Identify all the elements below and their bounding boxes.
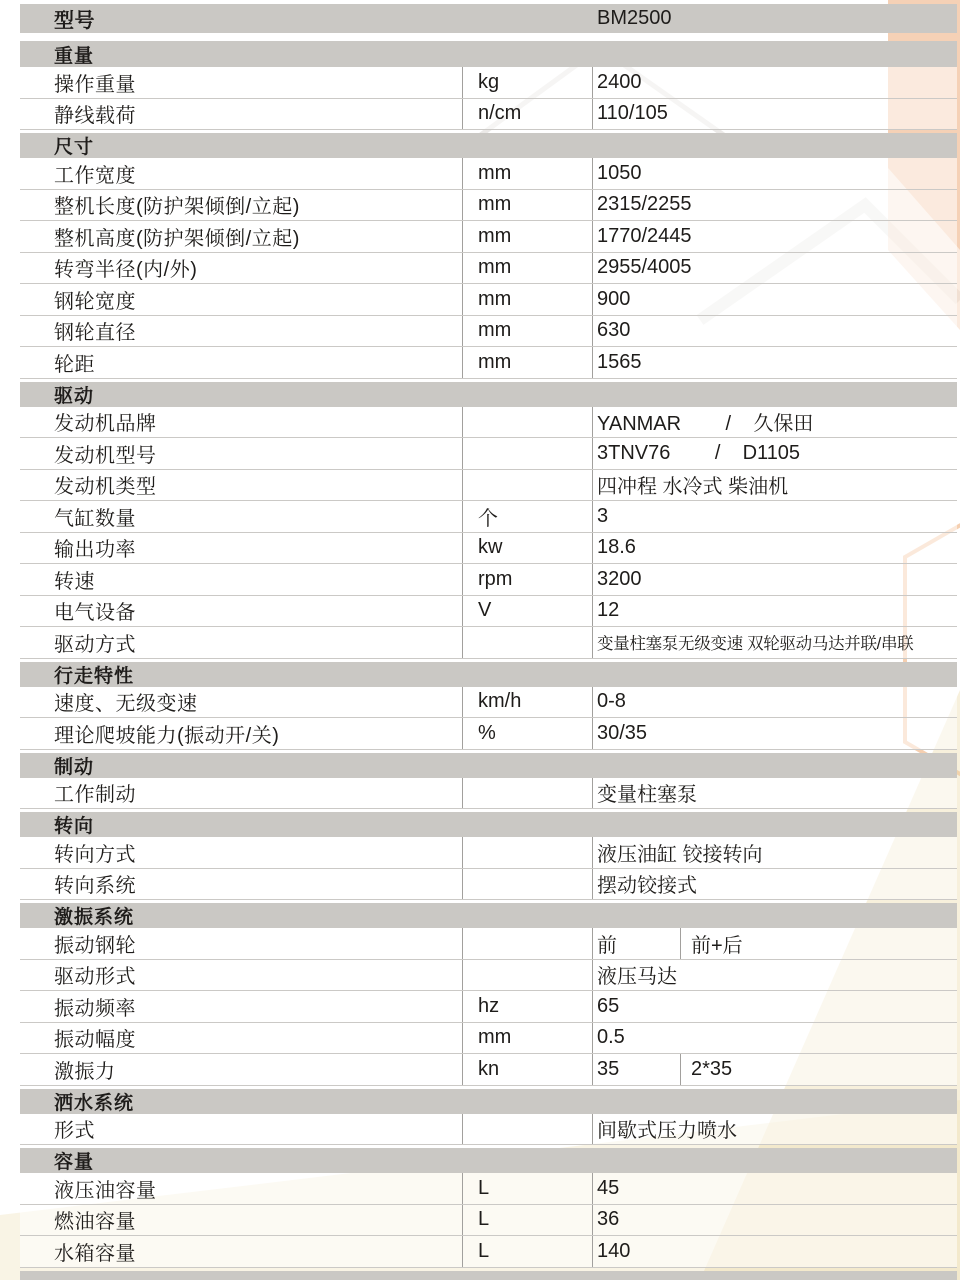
spec-unit: L <box>462 1173 593 1204</box>
spec-row <box>20 718 957 750</box>
spec-label: 钢轮宽度 <box>54 290 136 313</box>
section-header <box>20 382 957 407</box>
model-row <box>20 4 957 33</box>
section-label: 行走特性 <box>54 665 135 687</box>
spec-value: 液压油缸 铰接转向 <box>597 843 763 866</box>
spec-unit: n/cm <box>462 99 593 130</box>
spec-value-group <box>593 1054 957 1085</box>
spec-label: 振动钢轮 <box>54 934 136 957</box>
spec-value: 四冲程 水冷式 柴油机 <box>597 476 789 499</box>
spec-label: 水箱容量 <box>54 1242 136 1265</box>
spec-row <box>20 99 957 131</box>
spec-label: 整机高度(防护架倾倒/立起) <box>54 227 300 250</box>
section-header <box>20 1089 957 1114</box>
spec-row <box>20 438 957 470</box>
spec-value: 18.6 <box>597 536 636 559</box>
spec-label: 燃油容量 <box>54 1211 136 1234</box>
spec-unit: L <box>462 1205 593 1236</box>
spec-label: 整机长度(防护架倾倒/立起) <box>54 196 300 219</box>
spec-row <box>20 316 957 348</box>
spec-table <box>20 0 957 1280</box>
spec-row <box>20 1173 957 1205</box>
spec-row <box>20 1205 957 1237</box>
spec-value: 140 <box>597 1239 631 1262</box>
spec-row <box>20 564 957 596</box>
spec-label: 发动机品牌 <box>54 413 157 436</box>
spec-unit: % <box>462 718 593 749</box>
spec-row <box>20 1236 957 1268</box>
spec-unit: kw <box>462 533 593 564</box>
model-value: BM2500 <box>597 7 672 29</box>
spec-label: 工作宽度 <box>54 164 136 187</box>
section-header <box>20 41 957 67</box>
spec-label: 驱动形式 <box>54 966 136 989</box>
spec-unit <box>462 928 593 959</box>
spec-unit: mm <box>462 190 593 221</box>
spec-row <box>20 687 957 719</box>
spec-row <box>20 253 957 285</box>
spec-label: 电气设备 <box>54 602 136 625</box>
spec-row <box>20 67 957 99</box>
spec-row <box>20 221 957 253</box>
section-header <box>20 1148 957 1173</box>
spec-value: 1565 <box>597 350 642 373</box>
spec-unit: rpm <box>462 564 593 595</box>
spec-unit: mm <box>462 1023 593 1054</box>
section-label: 洒水系统 <box>54 1092 135 1114</box>
section-header <box>20 903 957 928</box>
spec-value: 变量柱塞泵无级变速 双轮驱动马达并联/串联 <box>597 635 914 654</box>
spec-value: 0-8 <box>597 690 626 713</box>
spec-label: 激振力 <box>54 1060 116 1083</box>
model-label: 型号 <box>54 10 95 32</box>
spec-label: 轮距 <box>54 353 95 376</box>
section-header <box>20 812 957 837</box>
spec-value: 摆动铰接式 <box>597 875 697 898</box>
spec-row <box>20 1023 957 1055</box>
spec-value: 变量柱塞泵 <box>597 784 697 807</box>
spec-value: 3TNV76 / D1105 <box>597 441 801 464</box>
spec-unit: L <box>462 1236 593 1267</box>
spec-unit <box>462 627 593 658</box>
spec-unit: V <box>462 596 593 627</box>
spec-value: 12 <box>597 599 620 622</box>
spec-label: 驱动方式 <box>54 633 136 656</box>
spec-label: 振动频率 <box>54 997 136 1020</box>
spec-unit: mm <box>462 316 593 347</box>
spec-label: 静线载荷 <box>54 105 136 128</box>
spec-row <box>20 190 957 222</box>
spec-value: 2315/2255 <box>597 193 692 216</box>
spec-unit: mm <box>462 284 593 315</box>
spec-label: 理论爬坡能力(振动开/关) <box>54 724 280 747</box>
spec-row <box>20 470 957 502</box>
spec-unit: mm <box>462 221 593 252</box>
section-header <box>20 133 957 158</box>
spec-unit <box>462 1114 593 1145</box>
spec-value: 3 <box>597 504 609 527</box>
spec-unit: hz <box>462 991 593 1022</box>
spec-label: 转向方式 <box>54 843 136 866</box>
spec-unit <box>462 470 593 501</box>
spec-row <box>20 778 957 810</box>
section-header <box>20 662 957 687</box>
bottom-band <box>20 1271 957 1280</box>
spec-unit: 个 <box>462 501 593 532</box>
spec-value: 110/105 <box>597 102 668 125</box>
spec-unit: kg <box>462 67 593 98</box>
spec-value: 液压马达 <box>597 966 677 989</box>
spec-value: 2400 <box>597 70 642 93</box>
spec-unit: km/h <box>462 687 593 718</box>
spec-row <box>20 596 957 628</box>
spec-label: 发动机型号 <box>54 444 157 467</box>
spec-row <box>20 501 957 533</box>
spec-unit <box>462 407 593 438</box>
spec-value-secondary: 前+后 <box>680 928 957 959</box>
spec-row <box>20 1054 957 1086</box>
spec-value: 0.5 <box>597 1026 625 1049</box>
spec-unit <box>462 438 593 469</box>
spec-value: 45 <box>597 1176 620 1199</box>
spec-row <box>20 1114 957 1146</box>
spec-label: 速度、无级变速 <box>54 693 198 716</box>
section-label: 重量 <box>54 45 95 67</box>
spec-label: 气缸数量 <box>54 507 136 530</box>
section-header <box>20 753 957 778</box>
spec-row <box>20 347 957 379</box>
spec-label: 工作制动 <box>54 784 136 807</box>
spec-value-primary: 前 <box>597 934 617 957</box>
section-label: 制动 <box>54 756 95 778</box>
section-label: 转向 <box>54 816 95 837</box>
spec-value: YANMAR / 久保田 <box>597 413 814 436</box>
spec-unit <box>462 960 593 991</box>
spec-row <box>20 627 957 659</box>
spec-unit: mm <box>462 253 593 284</box>
spec-unit: mm <box>462 347 593 378</box>
spec-label: 形式 <box>54 1120 95 1143</box>
spec-label: 发动机类型 <box>54 476 157 499</box>
spec-row <box>20 533 957 565</box>
spec-label: 液压油容量 <box>54 1179 157 1202</box>
spec-row <box>20 407 957 439</box>
section-label: 尺寸 <box>54 137 95 158</box>
section-label: 驱动 <box>54 385 95 407</box>
spec-label: 钢轮直径 <box>54 322 136 345</box>
spec-row <box>20 960 957 992</box>
spec-unit <box>462 837 593 868</box>
spec-row <box>20 837 957 869</box>
spec-unit <box>462 778 593 809</box>
section-label: 激振系统 <box>54 907 135 928</box>
spec-unit <box>462 869 593 900</box>
spec-value: 36 <box>597 1208 620 1231</box>
spec-value-group <box>593 928 957 959</box>
spec-row <box>20 158 957 190</box>
spec-row <box>20 869 957 901</box>
spec-value: 900 <box>597 287 631 310</box>
spec-value: 3200 <box>597 567 642 590</box>
spec-label: 输出功率 <box>54 539 136 562</box>
spec-row <box>20 991 957 1023</box>
spec-value: 间歇式压力喷水 <box>597 1120 737 1143</box>
spec-unit: mm <box>462 158 593 189</box>
spec-value: 630 <box>597 319 631 342</box>
spec-label: 转向系统 <box>54 875 136 898</box>
spec-value: 1050 <box>597 161 642 184</box>
section-label: 容量 <box>54 1152 95 1173</box>
spec-value-primary: 35 <box>597 1057 620 1080</box>
spec-label: 转弯半径(内/外) <box>54 259 198 282</box>
spec-value: 2955/4005 <box>597 256 692 279</box>
spec-value: 1770/2445 <box>597 224 692 247</box>
spec-label: 操作重量 <box>54 73 136 96</box>
spec-label: 转速 <box>54 570 95 593</box>
spec-value-secondary: 2*35 <box>680 1054 957 1085</box>
spec-row <box>20 928 957 960</box>
spec-unit: kn <box>462 1054 593 1085</box>
spec-value: 65 <box>597 994 620 1017</box>
spec-value: 30/35 <box>597 721 648 744</box>
spec-row <box>20 284 957 316</box>
spec-label: 振动幅度 <box>54 1029 136 1052</box>
